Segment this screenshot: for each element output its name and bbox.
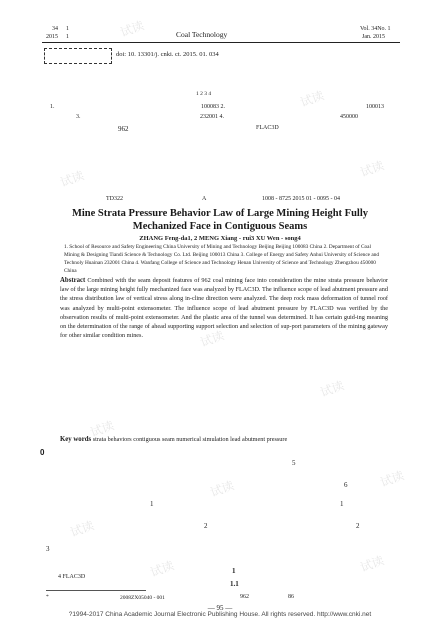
section-1-1-heading: 1.1 [230,580,239,588]
cn-abstract-962: 962 [118,125,129,133]
section-1-heading: 1 [232,567,236,575]
body-mark-6: 6 [344,481,348,489]
body-mark-1b: 1 [340,500,344,508]
section-zero-heading: 0 [40,448,45,457]
copyright-footer: ?1994-2017 China Academic Journal Electronic Publishing House. All rights reserved. http://www.cnki.net [68,611,372,618]
watermark: 试读 [318,378,346,400]
authors-line: ZHANG Feng-da1, 2 MENG Xiang - rui3 XU Wen - song4 [139,235,301,242]
body-mark-3: 3 [46,545,50,553]
cn-author-sup: 1 2 3 4 [196,91,212,97]
cn-affil-4: 3. [76,114,81,120]
keywords-text: strata behaviors contiguous seam numerical simulation lead abutment pressure [92,436,288,443]
watermark: 试读 [88,418,116,440]
watermark: 试读 [208,478,236,500]
header-journal: Coal Technology [176,30,228,39]
cn-affil-5: 232001 4. [200,114,224,120]
watermark: 试读 [58,168,86,190]
footnote-star: * [46,594,49,600]
body-mark-5: 5 [292,459,296,467]
english-title-line2: Mechanized Face in Contiguous Seams [132,221,308,232]
keywords-block [60,436,388,443]
keywords-label: Key words [60,436,92,443]
cn-affil-6: 450000 [340,114,358,120]
doi-text[interactable]: doi: 10. 13301/j. cnki. ct. 2015. 01. 034 [116,51,219,58]
abstract-text: Combined with the seam deposit features of 962 coal mining face into consideration the mine strata pressure behavior law of the large mining height fully mechanized face was analyzed by FLAC3D. The influence scope of lead abutment pressure and the stress distribution law of vertical stress along in-cline direction were analyzed. The deep rock mass deformation of tunnel roof was analyzed by multi-point extensometer. The influence scope of lead abutment pressure by FLAC3D was verified by the observation results of multi-point extensometer. And the plastic area of the tunnel was determined. It has certain guid-ing meaning on the determination of the range of ahead supporting support selection and selection of sup-port parameters of the mining gateway for other similar condition mines. [60,277,388,340]
doi-box [44,48,112,64]
header-volume: 34 [52,26,58,32]
document-code: A [202,196,207,202]
header-vol-right: Vol. 34No. 1 [360,26,391,32]
footnote-grant: 2008ZX05040 - 001 [120,595,165,601]
body-mark-962: 962 [240,594,249,600]
page-number: — 95 — [207,604,233,612]
affiliations: 1. School of Resource and Safety Engineering China University of Mining and Technology Beijing Beijing 100083 China 2. Department of Coal Mining & Designing Tiandi Science & Technology Co. Ltd. Beijing 100013 China 3. College of Energy and Safety Anhui University of Science and Technoly Huainan 232001 China 4. Wanfang College of Science and Technology Henan University of Science and Technology Zhengzhou 450000 China [64,244,380,274]
watermark: 试读 [358,158,386,180]
body-mark-2a: 2 [204,522,208,530]
cn-abstract-flac: FLAC3D [256,125,279,131]
body-mark-2b: 2 [356,522,360,530]
header-issue: 1 [66,34,69,40]
english-title-line1: Mine Strata Pressure Behavior Law of Large Mining Height Fully [71,208,369,219]
header-year: 2015 [46,34,58,40]
clc-number: TD322 [106,196,123,202]
abstract-block [60,276,388,340]
watermark: 试读 [358,553,386,575]
watermark: 试读 [198,328,226,350]
cn-affil-3: 100013 [366,104,384,110]
body-mark-1a: 1 [150,500,154,508]
header-rule [42,42,400,43]
cn-affil-1: 1. [50,104,55,110]
watermark: 试读 [118,18,146,40]
footnote-rule [46,590,146,591]
header-volume-2: 1 [66,26,69,32]
watermark: 试读 [148,558,176,580]
watermark: 试读 [68,518,96,540]
body-mark-86: 86 [288,594,294,600]
watermark: 试读 [298,88,326,110]
issn-line: 1008 - 8725 2015 01 - 0095 - 04 [262,196,340,202]
abstract-label: Abstract [60,277,86,284]
body-mark-4-flac: 4 FLAC3D [58,574,86,580]
cn-affil-2: 100083 2. [201,104,225,110]
watermark: 试读 [378,468,406,490]
header-date-right: Jan. 2015 [362,34,385,40]
